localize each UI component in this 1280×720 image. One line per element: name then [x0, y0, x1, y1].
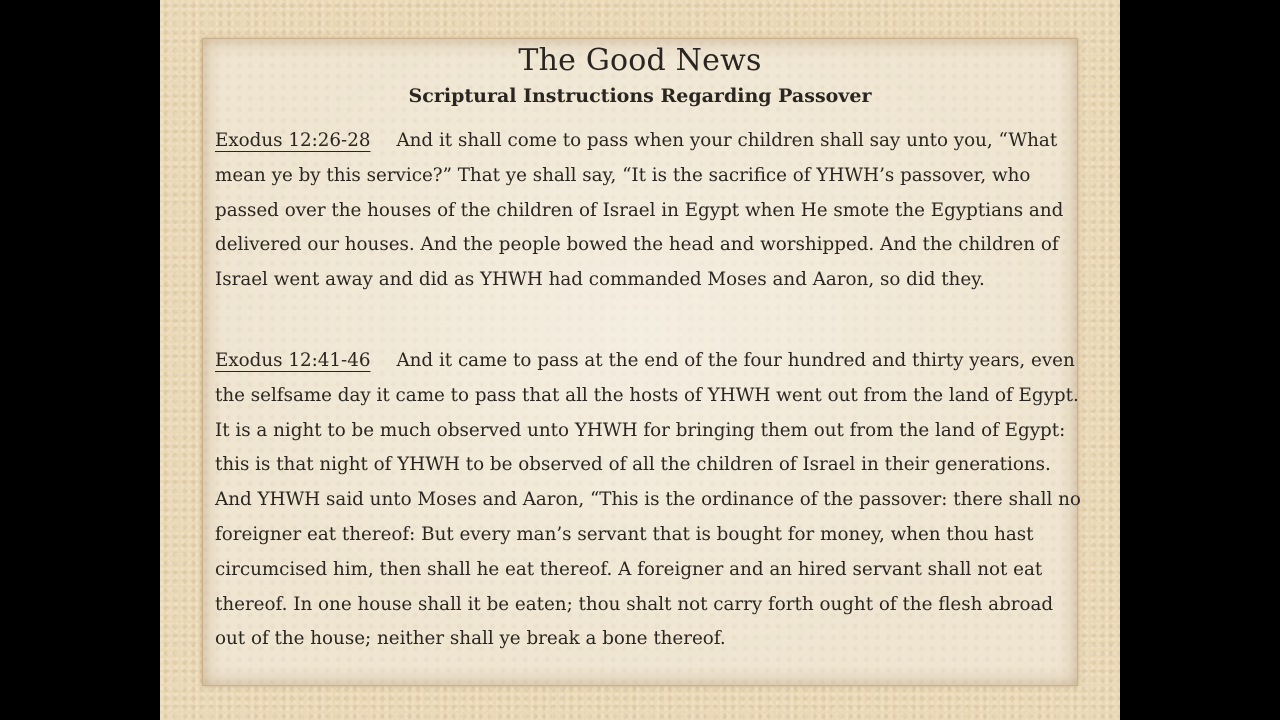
- scripture-text: And it shall come to pass when your children shall say unto you, “What mean ye by this service?” That ye shall say, “It is the sacrifice of YHWH’s passover, who passed over the houses of the children of Israel in Egypt when He smote the Egyptians and delivered our houses. And the people bowed the head and worshipped. And the children of Israel went away and did as YHWH had commanded Moses and Aaron, so did they.: [215, 130, 1064, 291]
- page-title: The Good News: [518, 43, 762, 78]
- scripture-reference: Exodus 12:26-28: [215, 130, 371, 151]
- scripture-passage: [215, 344, 1081, 657]
- page-subtitle: Scriptural Instructions Regarding Passover: [408, 85, 872, 107]
- scripture-reference: Exodus 12:41-46: [215, 350, 371, 371]
- slide: [160, 0, 1120, 720]
- parchment-panel: [202, 38, 1081, 686]
- scripture-passage: [215, 124, 1081, 298]
- scripture-text: And it came to pass at the end of the four hundred and thirty years, even the selfsame day it came to pass that all the hosts of YHWH went out from the land of Egypt. It is a night to be much observed unto YHWH for bringing them out from the land of Egypt: this is that night of YHWH to be observed of all the children of Israel in their generations. And YHWH said unto Moses and Aaron, “This is the ordinance of the passover: there shall no foreigner eat thereof: But every man’s servant that is bought for money, when thou hast circumcised him, then shall he eat thereof. A foreigner and an hired servant shall not eat thereof. In one house shall it be eaten; thou shalt not carry forth ought of the flesh abroad out of the house; neither shall ye break a bone thereof.: [215, 350, 1081, 650]
